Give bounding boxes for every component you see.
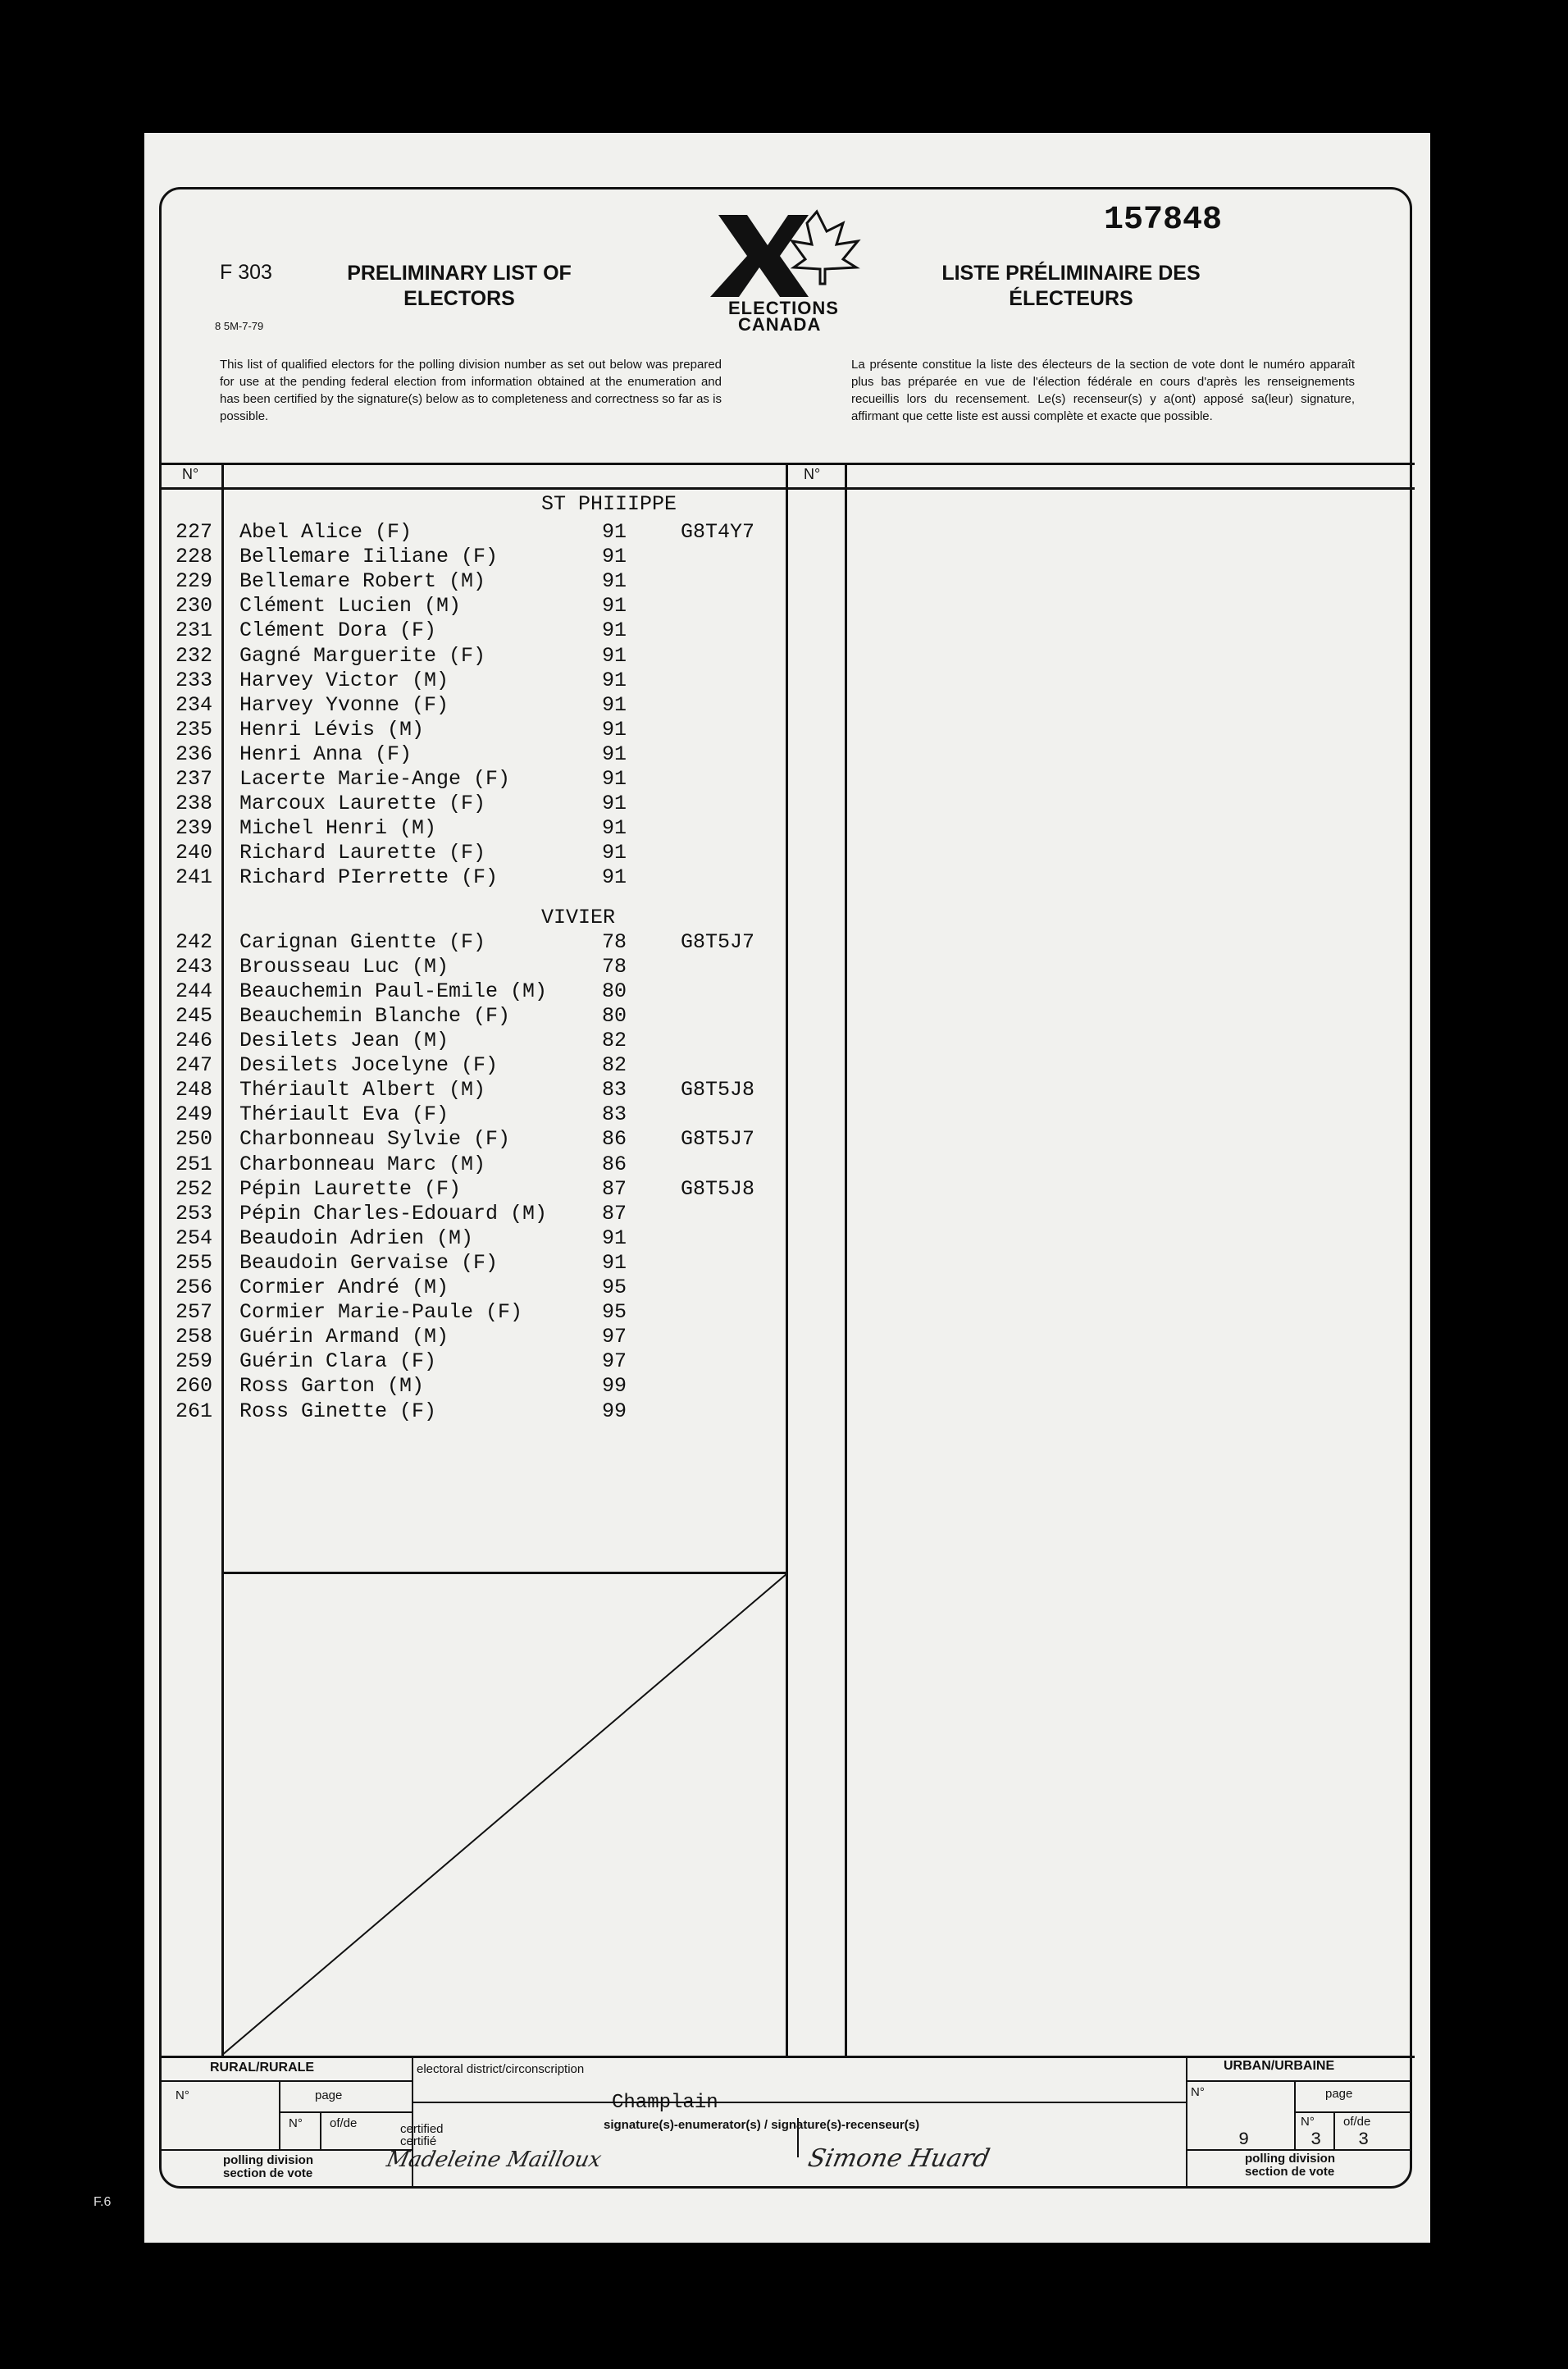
elector-name: Beaudoin Adrien (M) xyxy=(239,1226,474,1250)
elector-number: 228 xyxy=(175,545,213,569)
district-value: Champlain xyxy=(612,2092,718,2114)
elector-row xyxy=(144,792,800,816)
footer-top-rule xyxy=(159,2056,1415,2058)
elector-name: Gagné Marguerite (F) xyxy=(239,643,486,668)
elector-row xyxy=(144,742,800,767)
elector-name: Pépin Laurette (F) xyxy=(239,1176,462,1201)
postal-code: G8T5J8 xyxy=(681,1078,755,1102)
elector-row xyxy=(144,718,800,742)
elector-name: Cormier André (M) xyxy=(239,1276,449,1300)
elector-row xyxy=(144,569,800,594)
civic-number: 87 xyxy=(602,1201,627,1226)
civic-number: 91 xyxy=(602,692,627,717)
elector-row xyxy=(144,1226,800,1251)
elector-row xyxy=(144,841,800,865)
col-line-2b xyxy=(786,1572,788,2057)
elector-row xyxy=(144,1102,800,1127)
elector-number: 247 xyxy=(175,1053,213,1078)
elector-row xyxy=(144,545,800,569)
elector-number: 260 xyxy=(175,1374,213,1399)
elector-row xyxy=(144,1004,800,1029)
urban-page-no: 3 xyxy=(1310,2129,1322,2150)
elector-name: Henri Lévis (M) xyxy=(239,717,425,742)
civic-number: 86 xyxy=(602,1127,627,1152)
col-line-3 xyxy=(845,463,847,2057)
elector-name: Bellemare Iiliane (F) xyxy=(239,545,499,569)
elector-number: 232 xyxy=(175,643,213,668)
rural-vline-a xyxy=(279,2080,280,2149)
elector-row xyxy=(144,1029,800,1053)
col-no-left: N° xyxy=(182,466,199,482)
elector-number: 248 xyxy=(175,1078,213,1102)
form-code: F 303 xyxy=(220,261,272,284)
elector-number: 234 xyxy=(175,692,213,717)
elector-row xyxy=(144,1325,800,1349)
civic-number: 82 xyxy=(602,1053,627,1078)
elector-row xyxy=(144,865,800,890)
postal-code: G8T5J7 xyxy=(681,1127,755,1152)
intro-en: This list of qualified electors for the polling division number as set out below was prepared for use at the pending federal election from information obtained at the enumeration and has been certified by the signature(s) below as to completeness and correctness so far as is possible. xyxy=(220,358,722,423)
elector-number: 256 xyxy=(175,1276,213,1300)
rural-vline-b xyxy=(320,2111,321,2149)
elector-name: Carignan Gientte (F) xyxy=(239,929,486,954)
intro-fr: La présente constitue la liste des électeurs de la section de vote dont le numéro apparaît plus bas préparée en vue de l'élection fédérale en cours d'après les renseignements recueillis lors du recensement. Le(s) recenseur(s) y a(ont) apposé sa(leur) signature, affirmant que cette liste est aussi complète et exacte que possible. xyxy=(851,358,1355,423)
elector-name: Clément Dora (F) xyxy=(239,618,437,643)
elector-number: 244 xyxy=(175,979,213,1003)
elector-number: 259 xyxy=(175,1349,213,1374)
col-line-1b xyxy=(221,1572,224,2057)
postal-code: G8T4Y7 xyxy=(681,520,755,544)
elector-row xyxy=(144,816,800,841)
elector-name: Beaudoin Gervaise (F) xyxy=(239,1250,499,1275)
title-en: PRELIMINARY LIST OF ELECTORS xyxy=(347,262,572,310)
elector-number: 254 xyxy=(175,1226,213,1250)
elector-row xyxy=(144,1078,800,1102)
elector-row xyxy=(144,618,800,643)
elector-number: 246 xyxy=(175,1029,213,1053)
civic-number: 91 xyxy=(602,816,627,841)
signature-label: signature(s)-enumerator(s) / signature(s)-recenseur(s) xyxy=(604,2118,920,2132)
elector-name: Desilets Jocelyne (F) xyxy=(239,1053,499,1078)
civic-number: 91 xyxy=(602,643,627,668)
footer-vline-2 xyxy=(1186,2056,1187,2189)
civic-number: 97 xyxy=(602,1349,627,1374)
street-name: ST PHIIIPPE xyxy=(541,492,677,516)
elector-number: 258 xyxy=(175,1325,213,1349)
civic-number: 91 xyxy=(602,1250,627,1275)
rural-label: RURAL/RURALE xyxy=(210,2061,315,2075)
urban-polling-1: polling division xyxy=(1245,2152,1335,2166)
civic-number: 91 xyxy=(602,792,627,816)
elector-row xyxy=(144,1053,800,1078)
elector-number: 255 xyxy=(175,1250,213,1275)
civic-number: 91 xyxy=(602,767,627,791)
logo-text-1: ELECTIONS xyxy=(728,298,839,318)
civic-number: 91 xyxy=(602,742,627,766)
rural-page-label: page xyxy=(315,2088,343,2102)
urban-no2-label: N° xyxy=(1301,2115,1315,2129)
civic-number: 83 xyxy=(602,1102,627,1127)
elector-number: 261 xyxy=(175,1399,213,1423)
elector-row xyxy=(144,669,800,693)
elector-row xyxy=(144,979,800,1004)
elector-number: 237 xyxy=(175,767,213,791)
elector-name: Marcoux Laurette (F) xyxy=(239,792,486,816)
elector-name: Pépin Charles-Edouard (M) xyxy=(239,1201,548,1226)
civic-number: 80 xyxy=(602,979,627,1003)
urban-label: URBAN/URBAINE xyxy=(1224,2059,1335,2073)
rural-no-label: N° xyxy=(175,2088,189,2102)
civic-number: 91 xyxy=(602,594,627,618)
civic-number: 91 xyxy=(602,841,627,865)
certified-label-1: certified xyxy=(400,2122,444,2136)
elector-name: Guérin Clara (F) xyxy=(239,1349,437,1374)
elector-name: Ross Ginette (F) xyxy=(239,1399,437,1423)
col-no-right: N° xyxy=(804,466,821,482)
elector-row xyxy=(144,955,800,979)
cancel-diagonal xyxy=(221,1572,787,2057)
civic-number: 91 xyxy=(602,668,627,692)
urban-rule xyxy=(1186,2080,1412,2082)
street-name: VIVIER xyxy=(541,905,616,929)
district-label: electoral district/circonscription xyxy=(417,2062,585,2076)
elector-name: Michel Henri (M) xyxy=(239,816,437,841)
civic-number: 80 xyxy=(602,1003,627,1028)
elector-number: 230 xyxy=(175,594,213,618)
elector-number: 239 xyxy=(175,816,213,841)
elector-number: 243 xyxy=(175,954,213,979)
elector-name: Guérin Armand (M) xyxy=(239,1325,449,1349)
rural-no2-label: N° xyxy=(289,2116,303,2130)
elector-name: Beauchemin Paul-Emile (M) xyxy=(239,979,548,1003)
civic-number: 91 xyxy=(602,865,627,890)
signature-1: Madeleine Mailloux xyxy=(384,2148,604,2172)
urban-rule-b xyxy=(1294,2111,1412,2113)
elector-number: 236 xyxy=(175,742,213,766)
elector-name: Richard Laurette (F) xyxy=(239,841,486,865)
form-date: 8 5M-7-79 xyxy=(215,320,264,332)
rural-rule-b xyxy=(279,2111,412,2113)
serial-number: 157848 xyxy=(1104,202,1223,239)
elector-number: 245 xyxy=(175,1003,213,1028)
elector-row xyxy=(144,1300,800,1325)
elector-name: Abel Alice (F) xyxy=(239,520,413,544)
urban-polling-2: section de vote xyxy=(1245,2165,1335,2179)
civic-number: 78 xyxy=(602,929,627,954)
district-rule xyxy=(412,2102,1186,2103)
civic-number: 91 xyxy=(602,618,627,643)
elector-name: Richard PIerrette (F) xyxy=(239,865,499,890)
civic-number: 87 xyxy=(602,1176,627,1201)
civic-number: 83 xyxy=(602,1078,627,1102)
urban-page-of: 3 xyxy=(1358,2129,1370,2150)
urban-vline-b xyxy=(1333,2111,1335,2149)
civic-number: 86 xyxy=(602,1152,627,1176)
elector-row xyxy=(144,693,800,718)
elector-number: 238 xyxy=(175,792,213,816)
elector-name: Charbonneau Marc (M) xyxy=(239,1152,486,1176)
elector-row xyxy=(144,1374,800,1399)
civic-number: 99 xyxy=(602,1399,627,1423)
civic-number: 91 xyxy=(602,569,627,594)
civic-number: 91 xyxy=(602,520,627,544)
elector-row xyxy=(144,1251,800,1276)
postal-code: G8T5J7 xyxy=(681,929,755,954)
urban-no-label: N° xyxy=(1191,2085,1205,2099)
signature-2: Simone Huard xyxy=(805,2144,992,2173)
elector-row xyxy=(144,1202,800,1226)
elector-number: 253 xyxy=(175,1201,213,1226)
elector-row xyxy=(144,1177,800,1202)
urban-polling-no: 9 xyxy=(1238,2129,1250,2150)
elector-row xyxy=(144,930,800,955)
urban-page-label: page xyxy=(1325,2087,1353,2101)
elector-name: Henri Anna (F) xyxy=(239,742,413,766)
elector-row xyxy=(144,1399,800,1424)
title-fr: LISTE PRÉLIMINAIRE DES ÉLECTEURS xyxy=(941,262,1201,310)
elector-number: 242 xyxy=(175,929,213,954)
elector-name: Charbonneau Sylvie (F) xyxy=(239,1127,511,1152)
elector-row xyxy=(144,1127,800,1152)
elector-number: 240 xyxy=(175,841,213,865)
civic-number: 95 xyxy=(602,1300,627,1325)
elector-number: 233 xyxy=(175,668,213,692)
logo-text-2: CANADA xyxy=(738,314,822,335)
elector-row xyxy=(144,1349,800,1374)
urban-vline-a xyxy=(1294,2080,1296,2149)
elector-row xyxy=(144,644,800,669)
elector-number: 250 xyxy=(175,1127,213,1152)
elector-name: Cormier Marie-Paule (F) xyxy=(239,1300,523,1325)
elector-row xyxy=(144,767,800,792)
postal-code: G8T5J8 xyxy=(681,1176,755,1201)
elector-name: Thériault Albert (M) xyxy=(239,1078,486,1102)
elections-canada-logo xyxy=(702,208,874,335)
rural-of-label: of/de xyxy=(330,2116,358,2130)
elector-name: Clément Lucien (M) xyxy=(239,594,462,618)
elector-row xyxy=(144,1153,800,1177)
rural-polling-2: section de vote xyxy=(223,2166,313,2180)
elector-number: 251 xyxy=(175,1152,213,1176)
elector-row xyxy=(144,594,800,618)
rural-polling-1: polling division xyxy=(223,2153,313,2167)
elector-name: Harvey Yvonne (F) xyxy=(239,692,449,717)
elector-name: Bellemare Robert (M) xyxy=(239,569,486,594)
elector-number: 252 xyxy=(175,1176,213,1201)
elector-number: 231 xyxy=(175,618,213,643)
elector-name: Brousseau Luc (M) xyxy=(239,954,449,979)
elector-row xyxy=(144,1276,800,1300)
certified-label-2: certifié xyxy=(400,2134,437,2148)
urban-rule-c xyxy=(1186,2149,1412,2151)
elector-number: 241 xyxy=(175,865,213,890)
elector-name: Lacerte Marie-Ange (F) xyxy=(239,767,511,791)
elector-name: Ross Garton (M) xyxy=(239,1374,425,1399)
civic-number: 78 xyxy=(602,954,627,979)
elector-number: 229 xyxy=(175,569,213,594)
elector-number: 249 xyxy=(175,1102,213,1127)
margin-mark: F.6 xyxy=(93,2195,112,2209)
elector-name: Desilets Jean (M) xyxy=(239,1029,449,1053)
elector-number: 227 xyxy=(175,520,213,544)
civic-number: 91 xyxy=(602,1226,627,1250)
elector-row xyxy=(144,520,800,545)
rural-rule-c xyxy=(159,2149,412,2151)
civic-number: 99 xyxy=(602,1374,627,1399)
rural-rule xyxy=(159,2080,412,2082)
civic-number: 97 xyxy=(602,1325,627,1349)
civic-number: 91 xyxy=(602,545,627,569)
elector-name: Harvey Victor (M) xyxy=(239,668,449,692)
urban-of-label: of/de xyxy=(1343,2115,1371,2129)
civic-number: 91 xyxy=(602,717,627,742)
civic-number: 95 xyxy=(602,1276,627,1300)
civic-number: 82 xyxy=(602,1029,627,1053)
elector-number: 235 xyxy=(175,717,213,742)
elector-name: Beauchemin Blanche (F) xyxy=(239,1003,511,1028)
elector-name: Thériault Eva (F) xyxy=(239,1102,449,1127)
document-page xyxy=(144,133,1430,2243)
elector-number: 257 xyxy=(175,1300,213,1325)
